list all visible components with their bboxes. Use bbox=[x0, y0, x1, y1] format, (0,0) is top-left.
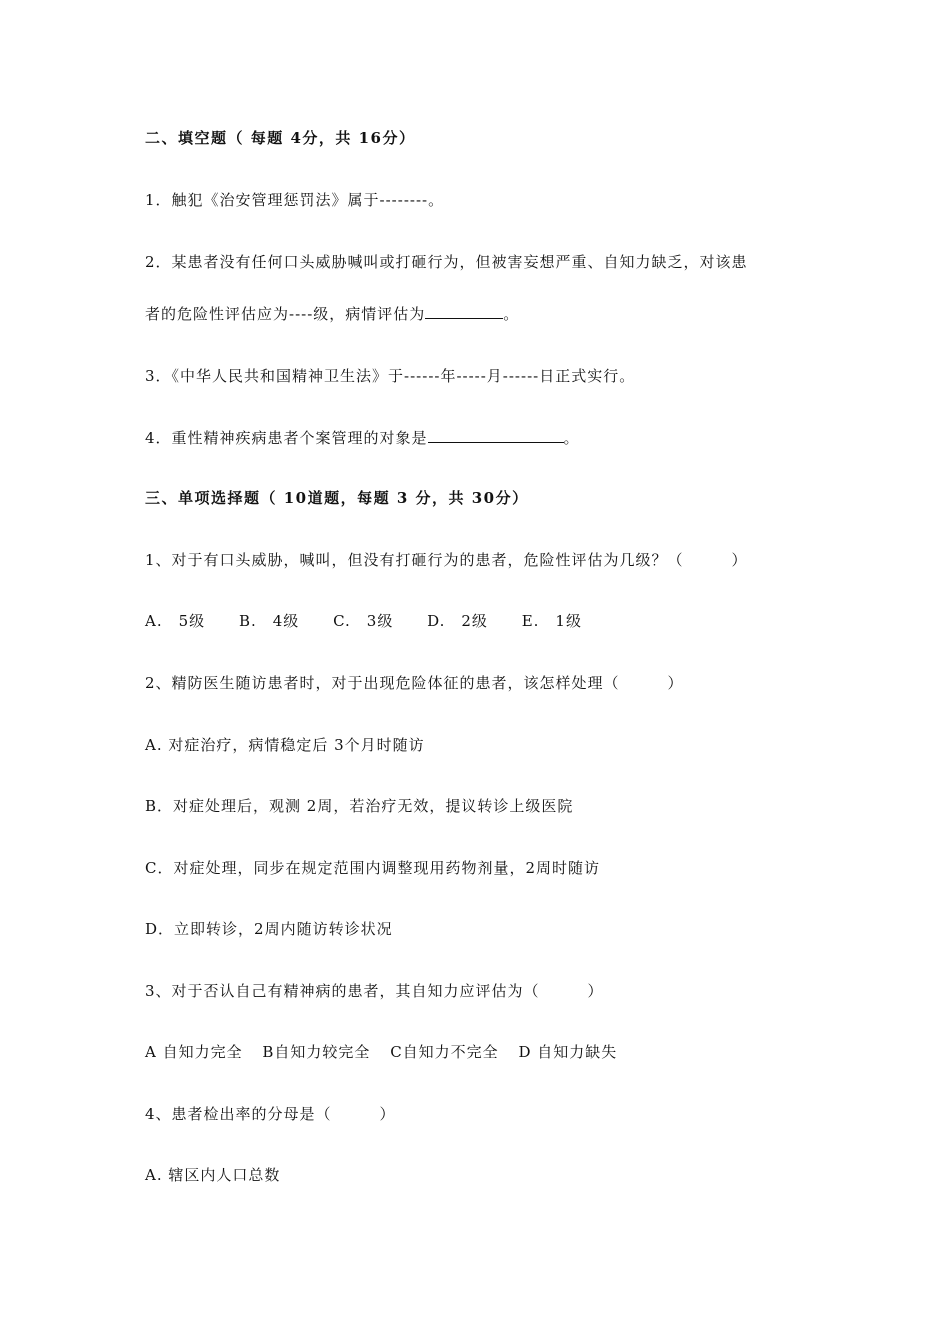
fill-question-3: 3．《中华人民共和国精神卫生法》于------年-----月------日正式实行。 bbox=[145, 367, 636, 385]
fill-question-2-end: 。 bbox=[503, 305, 520, 323]
answer-blank[interactable] bbox=[425, 304, 503, 319]
option-b[interactable]: B自知力较完全 bbox=[262, 1043, 371, 1061]
fill-question-2-line2 bbox=[145, 304, 519, 324]
fill-question-4-text: 4．重性精神疾病患者个案管理的对象是 bbox=[145, 429, 428, 447]
option-d[interactable]: D．立即转诊，2周内随访转诊状况 bbox=[145, 920, 393, 938]
choice-question-4: 4、患者检出率的分母是（ ） bbox=[145, 1105, 396, 1123]
option-a[interactable]: A. 对症治疗，病情稳定后 3个月时随访 bbox=[145, 736, 425, 754]
fill-question-1: 1．触犯《治安管理惩罚法》属于--------。 bbox=[145, 191, 445, 209]
answer-blank[interactable] bbox=[428, 428, 564, 443]
option-c[interactable]: C自知力不完全 bbox=[390, 1043, 499, 1061]
fill-question-2-line1: 2．某患者没有任何口头威胁喊叫或打砸行为，但被害妄想严重、自知力缺乏，对该患 bbox=[145, 253, 748, 271]
section2-heading: 二、填空题（ 每题 4分，共 16分） bbox=[145, 129, 416, 147]
choice-question-2: 2、精防医生随访患者时，对于出现危险体征的患者，该怎样处理（ ） bbox=[145, 674, 684, 692]
option-a[interactable]: A. 辖区内人口总数 bbox=[145, 1166, 281, 1184]
choice-question-1: 1、对于有口头威胁，喊叫，但没有打砸行为的患者，危险性评估为几级？（ ） bbox=[145, 551, 748, 569]
choice-question-1-options bbox=[145, 611, 610, 631]
fill-question-4 bbox=[145, 428, 580, 448]
option-c[interactable]: C．对症处理，同步在规定范围内调整现用药物剂量，2周时随访 bbox=[145, 859, 601, 877]
option-a[interactable]: A. 5级 bbox=[145, 612, 206, 630]
option-b[interactable]: B．对症处理后，观测 2周，若治疗无效，提议转诊上级医院 bbox=[145, 797, 574, 815]
option-a[interactable]: A 自知力完全 bbox=[145, 1043, 243, 1061]
option-c[interactable]: C. 3级 bbox=[333, 612, 394, 630]
section3-heading: 三、单项选择题（ 10道题，每题 3 分，共 30分） bbox=[145, 489, 529, 507]
fill-question-4-end: 。 bbox=[563, 429, 580, 447]
choice-question-3: 3、对于否认自己有精神病的患者，其自知力应评估为（ ） bbox=[145, 982, 604, 1000]
option-d[interactable]: D 自知力缺失 bbox=[518, 1043, 618, 1061]
option-b[interactable]: B. 4级 bbox=[238, 612, 300, 630]
option-e[interactable]: E. 1级 bbox=[521, 612, 582, 630]
option-d[interactable]: D. 2级 bbox=[427, 612, 488, 630]
choice-question-3-options bbox=[145, 1042, 631, 1062]
fill-question-2-text: 者的危险性评估应为----级，病情评估为 bbox=[145, 305, 426, 323]
